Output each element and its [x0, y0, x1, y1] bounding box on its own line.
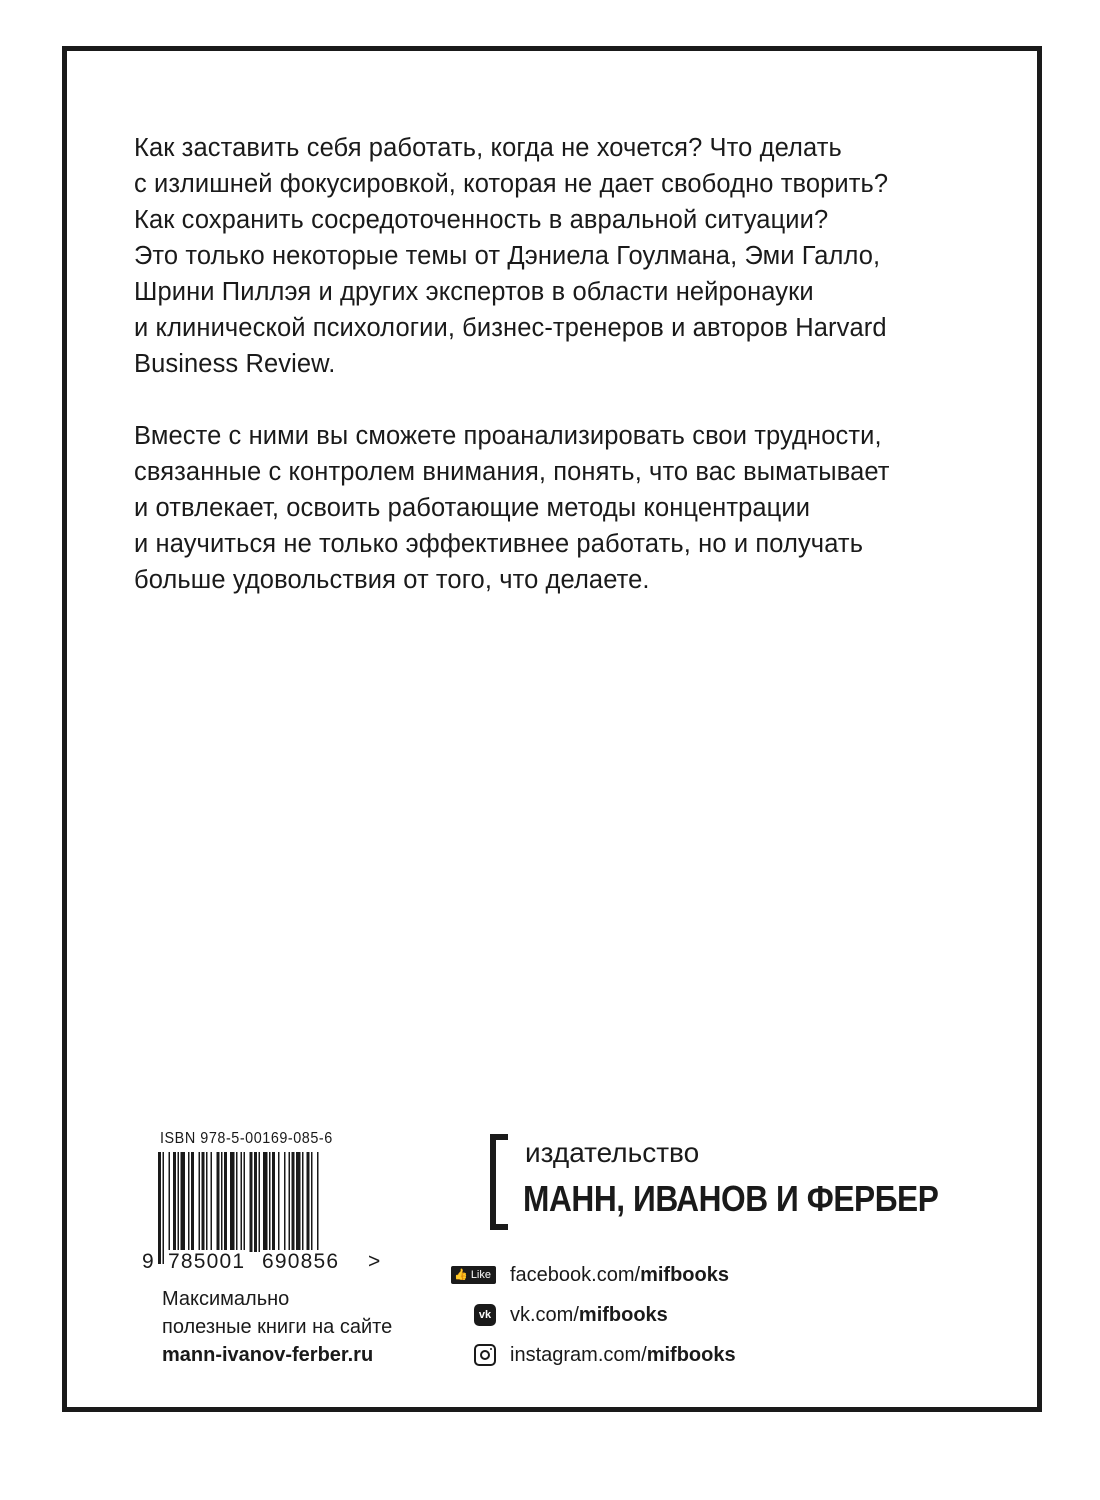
- blurb-line: Шрини Пиллэя и других экспертов в области нейронауки: [134, 278, 814, 306]
- barcode-digit-lead: 9: [142, 1250, 155, 1273]
- barcode-digits-left: 785001: [168, 1250, 246, 1273]
- barcode-digits-right: 690856: [262, 1250, 340, 1273]
- barcode-bar: [230, 1152, 235, 1252]
- barcode-bar: [202, 1152, 205, 1252]
- barcode-bar: [272, 1152, 275, 1252]
- blurb-paragraph-1: [134, 130, 994, 382]
- barcode-bar: [292, 1152, 295, 1252]
- barcode-bar: [173, 1152, 176, 1252]
- social-facebook[interactable]: [450, 1260, 729, 1290]
- instagram-link[interactable]: [510, 1344, 736, 1367]
- barcode-bar: [284, 1152, 286, 1252]
- vk-icon-wrap: [450, 1304, 510, 1326]
- facebook-prefix: facebook.com/: [510, 1263, 641, 1286]
- barcode-bar: [263, 1152, 268, 1252]
- barcode-bar: [311, 1152, 313, 1252]
- barcode-bar: [244, 1152, 246, 1252]
- barcode-bar: [289, 1152, 291, 1252]
- blurb-line: Вместе с ними вы сможете проанализировать свои трудности,: [134, 422, 882, 450]
- vk-link[interactable]: [510, 1304, 668, 1327]
- barcode-bar: [158, 1152, 161, 1264]
- instagram-prefix: instagram.com/: [510, 1343, 647, 1366]
- barcode-bar: [296, 1152, 301, 1252]
- blurb-line: и научиться не только эффективнее работать, но и получать: [134, 530, 864, 558]
- blurb-line: с излишней фокусировкой, которая не дает свободно творить?: [134, 170, 889, 198]
- publisher-label: издательство: [525, 1137, 700, 1168]
- blurb-line: связанные с контролем внимания, понять, что вас выматывает: [134, 458, 890, 486]
- social-instagram[interactable]: [450, 1340, 736, 1370]
- blurb-line: больше удовольствия от того, что делаете.: [134, 566, 650, 594]
- vk-prefix: vk.com/: [510, 1303, 579, 1326]
- thumbs-up-icon: 👍: [454, 1269, 468, 1281]
- website-link[interactable]: mann-ivanov-ferber.ru: [162, 1344, 374, 1366]
- barcode-bar: [221, 1152, 223, 1252]
- publisher-name: МАНН, ИВАНОВ И ФЕРБЕР: [523, 1178, 939, 1219]
- barcode-bar: [269, 1152, 271, 1252]
- facebook-link[interactable]: [510, 1264, 729, 1287]
- barcode-bar: [259, 1152, 261, 1252]
- barcode-bar: [307, 1152, 310, 1252]
- barcode-bar: [224, 1152, 227, 1252]
- barcode-bar: [163, 1152, 165, 1264]
- barcode-bar: [241, 1152, 243, 1252]
- barcode-digit-end: >: [368, 1250, 382, 1273]
- barcode-digits: [142, 1250, 382, 1276]
- facebook-like-icon-wrap: [450, 1266, 510, 1284]
- barcode-bar: [169, 1152, 171, 1252]
- barcode-image: [158, 1152, 364, 1264]
- blurb-line: Как заставить себя работать, когда не хочется? Что делать: [134, 134, 842, 162]
- tagline-line-1: Максимально: [162, 1288, 290, 1310]
- like-badge-label: Like: [470, 1269, 491, 1281]
- facebook-handle: mifbooks: [640, 1263, 729, 1286]
- blurb-paragraph-2: [134, 418, 994, 598]
- tagline-line-2: полезные книги на сайте: [162, 1316, 393, 1338]
- barcode-bar: [317, 1152, 319, 1264]
- barcode-bar: [188, 1152, 190, 1252]
- barcode-bar: [178, 1152, 180, 1252]
- blurb-line: Business Review.: [134, 350, 336, 378]
- blurb-line: Как сохранить сосредоточенность в авральной ситуации?: [134, 206, 829, 234]
- blurb-line: Это только некоторые темы от Дэниела Гоулмана, Эми Галло,: [134, 242, 881, 270]
- barcode-bar: [236, 1152, 238, 1252]
- barcode-bar: [254, 1152, 257, 1252]
- barcode-bar: [278, 1152, 280, 1252]
- blurb-line: и отвлекает, освоить работающие методы концентрации: [134, 494, 811, 522]
- social-vk[interactable]: [450, 1300, 668, 1330]
- tagline: [162, 1285, 392, 1369]
- barcode-bar: [211, 1152, 213, 1252]
- facebook-like-icon: [451, 1266, 496, 1284]
- barcode-bar: [302, 1152, 304, 1252]
- instagram-icon-wrap: [450, 1344, 510, 1366]
- blurb-line: и клинической психологии, бизнес-тренеров и авторов Harvard: [134, 314, 887, 342]
- barcode-bar: [206, 1152, 208, 1252]
- barcode-bar: [181, 1152, 186, 1252]
- blurb: [134, 130, 994, 598]
- barcode-bar: [217, 1152, 220, 1252]
- instagram-handle: mifbooks: [646, 1343, 736, 1366]
- publisher-bracket-icon: [490, 1134, 508, 1230]
- vk-handle: mifbooks: [578, 1303, 668, 1326]
- barcode-bar: [191, 1152, 194, 1252]
- vk-icon: vk: [474, 1304, 496, 1326]
- isbn-number: ISBN 978-5-00169-085-6: [160, 1130, 333, 1147]
- barcode-bar: [199, 1152, 201, 1252]
- barcode-bar: [250, 1152, 253, 1252]
- instagram-icon: [474, 1344, 496, 1366]
